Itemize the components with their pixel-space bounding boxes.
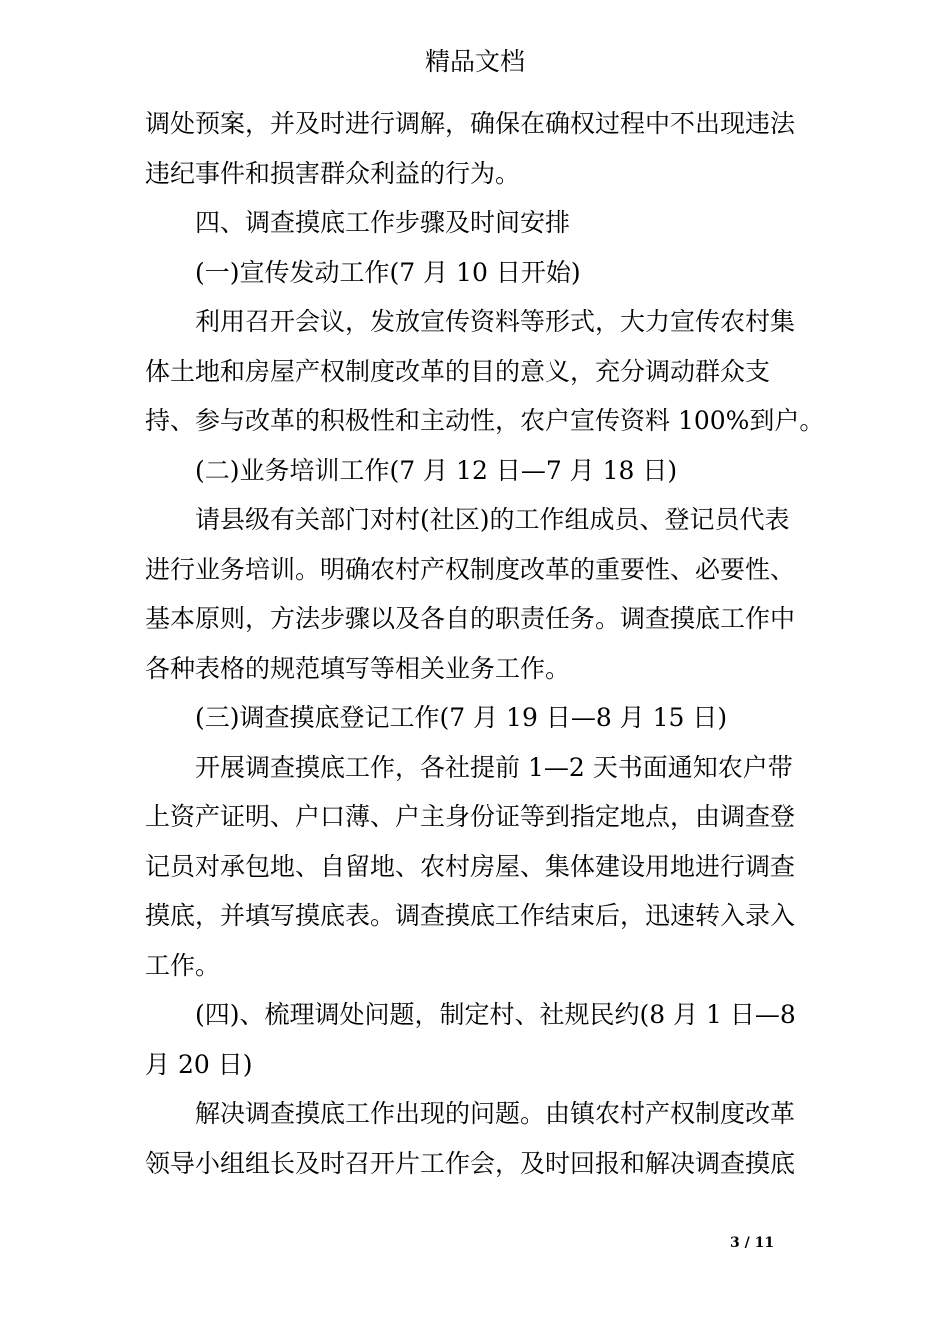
subsection-heading-continued: 月 20 日) — [145, 1049, 253, 1079]
page-number: 3 / 11 — [730, 1235, 775, 1251]
text-line: 体土地和房屋产权制度改革的目的意义，充分调动群众支 — [145, 356, 771, 386]
text-line: 基本原则，方法步骤以及各自的职责任务。调查摸底工作中 — [145, 604, 796, 633]
text-line: 摸底，并填写摸底表。调查摸底工作结束后，迅速转入录入 — [145, 901, 796, 930]
text-line: 持、参与改革的积极性和主动性，农户宣传资料 100%到户。 — [145, 406, 825, 435]
text-line: 各种表格的规范填写等相关业务工作。 — [145, 653, 571, 683]
document-body — [145, 99, 825, 1188]
subsection-heading: (一)宣传发动工作(7 月 10 日开始) — [195, 257, 581, 287]
text-line: 进行业务培训。明确农村产权制度改革的重要性、必要性、 — [145, 554, 796, 584]
text-line: 上资产证明、户口薄、户主身份证等到指定地点，由调查登 — [145, 802, 796, 831]
text-line: 领导小组组长及时召开片工作会，及时回报和解决调查摸底 — [145, 1148, 796, 1178]
section-heading: 四、调查摸底工作步骤及时间安排 — [195, 208, 571, 237]
text-line: 请县级有关部门对村(社区)的工作组成员、登记员代表 — [195, 505, 790, 534]
text-line: 记员对承包地、自留地、农村房屋、集体建设用地进行调查 — [145, 851, 796, 881]
text-line: 违纪事件和损害群众利益的行为。 — [145, 158, 521, 188]
text-line: 调处预案，并及时进行调解，确保在确权过程中不出现违法 — [145, 109, 796, 138]
text-line: 利用召开会议，发放宣传资料等形式，大力宣传农村集 — [195, 307, 796, 336]
subsection-heading: (二)业务培训工作(7 月 12 日—7 月 18 日) — [195, 455, 678, 485]
text-line: 开展调查摸底工作，各社提前 1—2 天书面通知农户带 — [195, 752, 793, 782]
subsection-heading: (三)调查摸底登记工作(7 月 19 日—8 月 15 日) — [195, 703, 728, 732]
page-header: 精品文档 — [424, 47, 525, 76]
subsection-heading: (四)、梳理调处问题，制定村、社规民约(8 月 1 日—8 — [195, 1000, 796, 1029]
text-line: 解决调查摸底工作出现的问题。由镇农村产权制度改革 — [195, 1099, 796, 1128]
text-line: 工作。 — [145, 950, 221, 980]
